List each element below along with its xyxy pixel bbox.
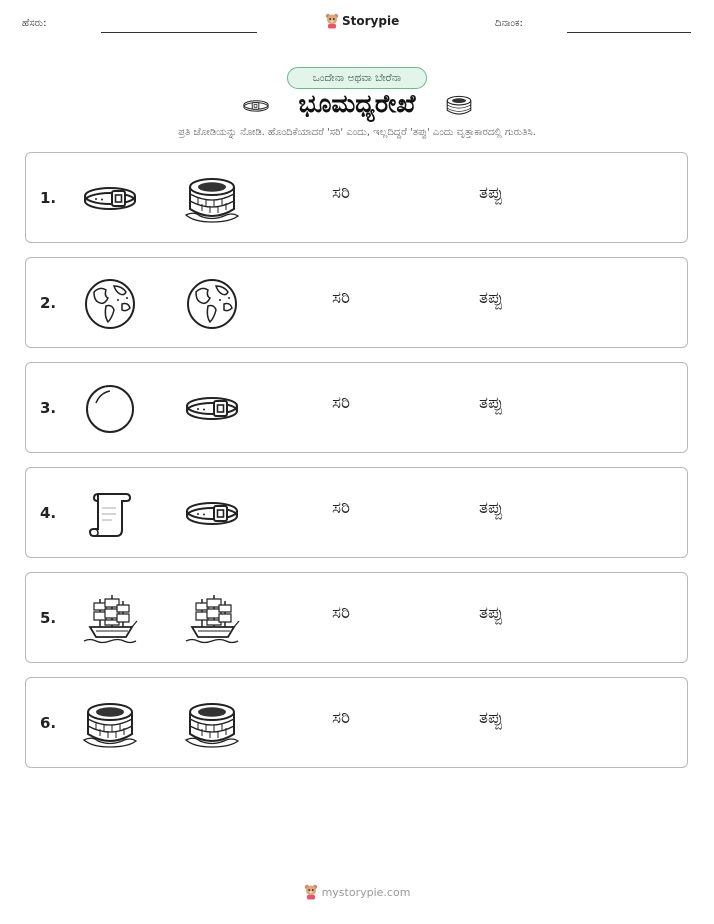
storypie-mascot-icon xyxy=(304,884,318,900)
well-icon xyxy=(184,696,240,752)
well-icon xyxy=(82,696,138,752)
item-row xyxy=(25,362,688,453)
globe-icon xyxy=(82,276,138,332)
globe-icon xyxy=(184,276,240,332)
ship-icon xyxy=(184,591,240,647)
well-icon xyxy=(444,94,474,122)
option-false[interactable]: ತಪ್ಪು xyxy=(479,708,504,728)
option-true[interactable]: ಸರಿ xyxy=(332,288,351,308)
worksheet-badge: ಒಂದೇನಾ ಅಥವಾ ಬೇರೆನಾ xyxy=(287,67,427,89)
option-true[interactable]: ಸರಿ xyxy=(332,708,351,728)
belt-icon xyxy=(82,171,138,227)
item-row xyxy=(25,572,688,663)
worksheet-title: ಭೂಮಧ್ಯರೇಖೆ xyxy=(298,89,416,118)
item-number: 4. xyxy=(40,504,57,522)
belt-icon xyxy=(184,486,240,542)
ship-icon xyxy=(82,591,138,647)
well-icon xyxy=(184,171,240,227)
date-label: ದಿನಾಂಕ: xyxy=(495,18,523,29)
item-row xyxy=(25,257,688,348)
footer xyxy=(0,884,714,900)
item-number: 3. xyxy=(40,399,57,417)
instructions-text: ಪ್ರತಿ ಜೋಡಿಯನ್ನು ನೋಡಿ. ಹೊಂದಿಕೆಯಾದರೆ 'ಸರಿ' ಎಂದು, ಇಲ್ಲದಿದ್ದರೆ 'ತಪ್ಪು' ಎಂದು ವೃತ್ತಾಕಾರದಲ್ಲಿ ಗುರುತಿಸಿ. xyxy=(178,127,536,138)
option-true[interactable]: ಸರಿ xyxy=(332,183,351,203)
option-true[interactable]: ಸರಿ xyxy=(332,603,351,623)
scroll-icon xyxy=(82,486,138,542)
belt-icon xyxy=(184,381,240,437)
option-false[interactable]: ತಪ್ಪು xyxy=(479,183,504,203)
option-false[interactable]: ತಪ್ಪು xyxy=(479,288,504,308)
option-false[interactable]: ತಪ್ಪು xyxy=(479,498,504,518)
brand-name: Storypie xyxy=(342,14,400,28)
item-number: 6. xyxy=(40,714,57,732)
date-line[interactable] xyxy=(567,32,691,33)
footer-url[interactable]: mystorypie.com xyxy=(321,885,411,899)
name-label: ಹೆಸರು: xyxy=(22,18,47,29)
name-line[interactable] xyxy=(101,32,257,33)
option-true[interactable]: ಸರಿ xyxy=(332,393,351,413)
item-number: 1. xyxy=(40,189,57,207)
item-number: 5. xyxy=(40,609,57,627)
option-true[interactable]: ಸರಿ xyxy=(332,498,351,518)
brand-logo xyxy=(325,13,399,29)
item-row xyxy=(25,152,688,243)
storypie-mascot-icon xyxy=(325,13,339,29)
item-row xyxy=(25,677,688,768)
item-number: 2. xyxy=(40,294,57,312)
option-false[interactable]: ತಪ್ಪು xyxy=(479,603,504,623)
item-row xyxy=(25,467,688,558)
circle-icon xyxy=(82,381,138,437)
option-false[interactable]: ತಪ್ಪು xyxy=(479,393,504,413)
